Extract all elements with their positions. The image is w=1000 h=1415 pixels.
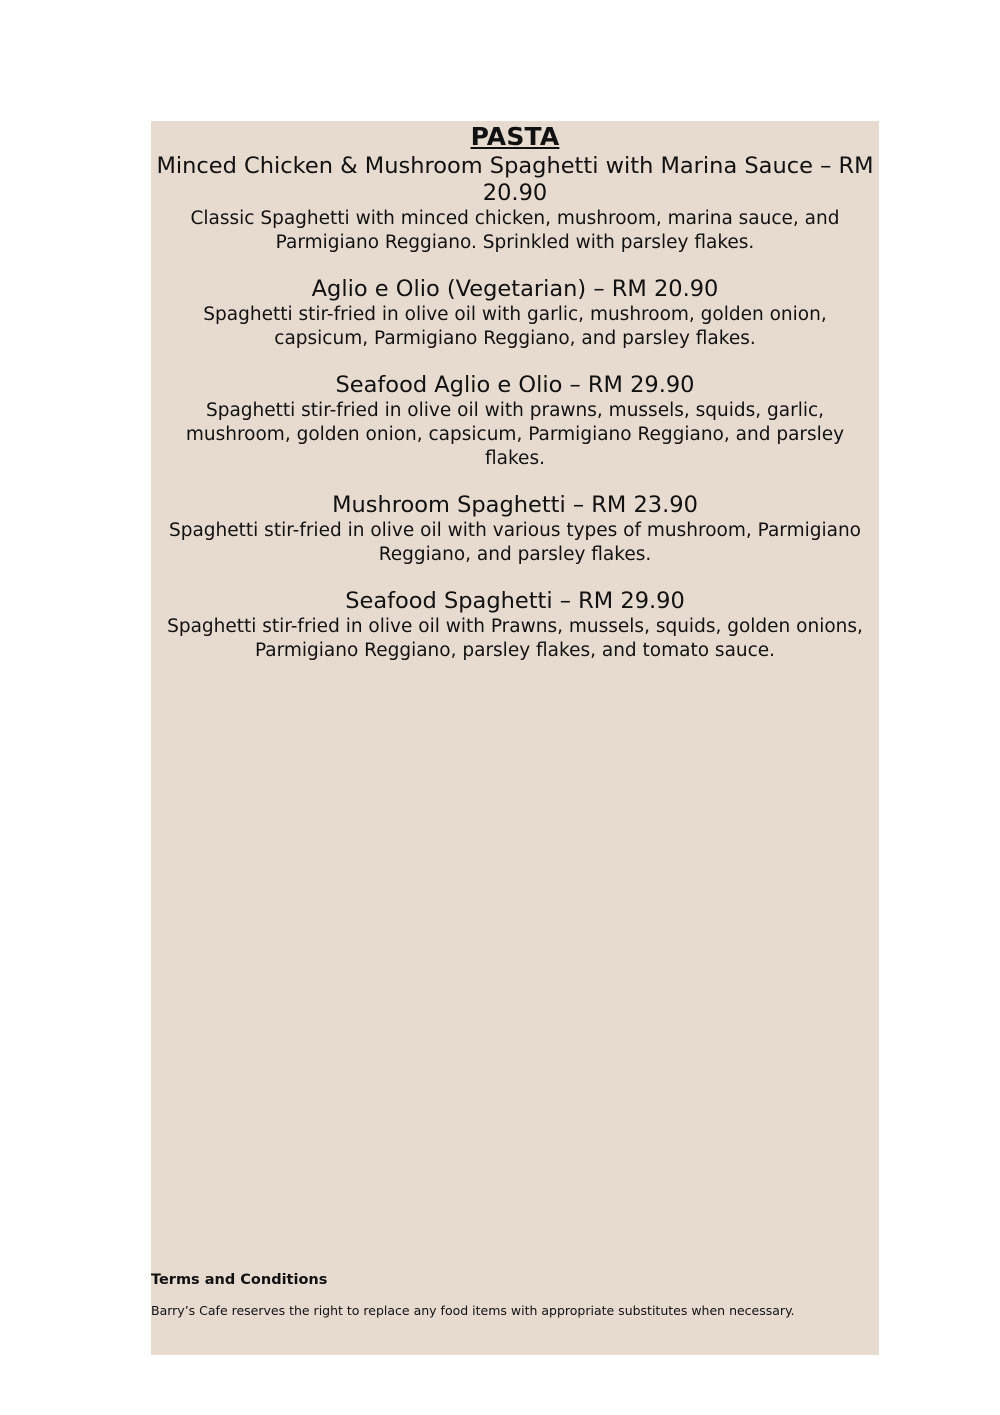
menu-item-description: Classic Spaghetti with minced chicken, mushroom, marina sauce, and Parmigiano Reggiano. Sprinkled with parsley flakes. xyxy=(190,208,840,253)
menu-item-title: Seafood Spaghetti – RM 29.90 xyxy=(345,588,685,614)
menu-item-title: Minced Chicken & Mushroom Spaghetti with Marina Sauce – RM 20.90 xyxy=(156,153,874,206)
menu-item-title: Aglio e Olio (Vegetarian) – RM 20.90 xyxy=(311,276,719,302)
menu-item-title: Seafood Aglio e Olio – RM 29.90 xyxy=(335,372,695,398)
menu-panel xyxy=(151,121,879,1355)
menu-item xyxy=(151,492,879,567)
menu-item-title: Mushroom Spaghetti – RM 23.90 xyxy=(332,492,698,518)
menu-item xyxy=(151,153,879,255)
menu-item-description: Spaghetti stir-fried in olive oil with Prawns, mussels, squids, golden onions, Parmigiano Reggiano, parsley flakes, and tomato sauce. xyxy=(167,616,863,661)
menu-item xyxy=(151,372,879,471)
menu-item xyxy=(151,276,879,351)
terms-heading: Terms and Conditions xyxy=(151,1272,328,1288)
section-title: PASTA xyxy=(470,122,560,151)
menu-item-description: Spaghetti stir-fried in olive oil with prawns, mussels, squids, garlic, mushroom, golden onion, capsicum, Parmigiano Reggiano, and parsley flakes. xyxy=(185,400,845,469)
menu-item xyxy=(151,588,879,663)
terms-text: Barry’s Cafe reserves the right to replace any food items with appropriate substitutes when necessary. xyxy=(151,1303,795,1318)
menu-item-description: Spaghetti stir-fried in olive oil with various types of mushroom, Parmigiano Reggiano, and parsley flakes. xyxy=(168,520,861,565)
menu-item-description: Spaghetti stir-fried in olive oil with garlic, mushroom, golden onion, capsicum, Parmigiano Reggiano, and parsley flakes. xyxy=(203,304,827,349)
menu-content xyxy=(151,121,879,663)
